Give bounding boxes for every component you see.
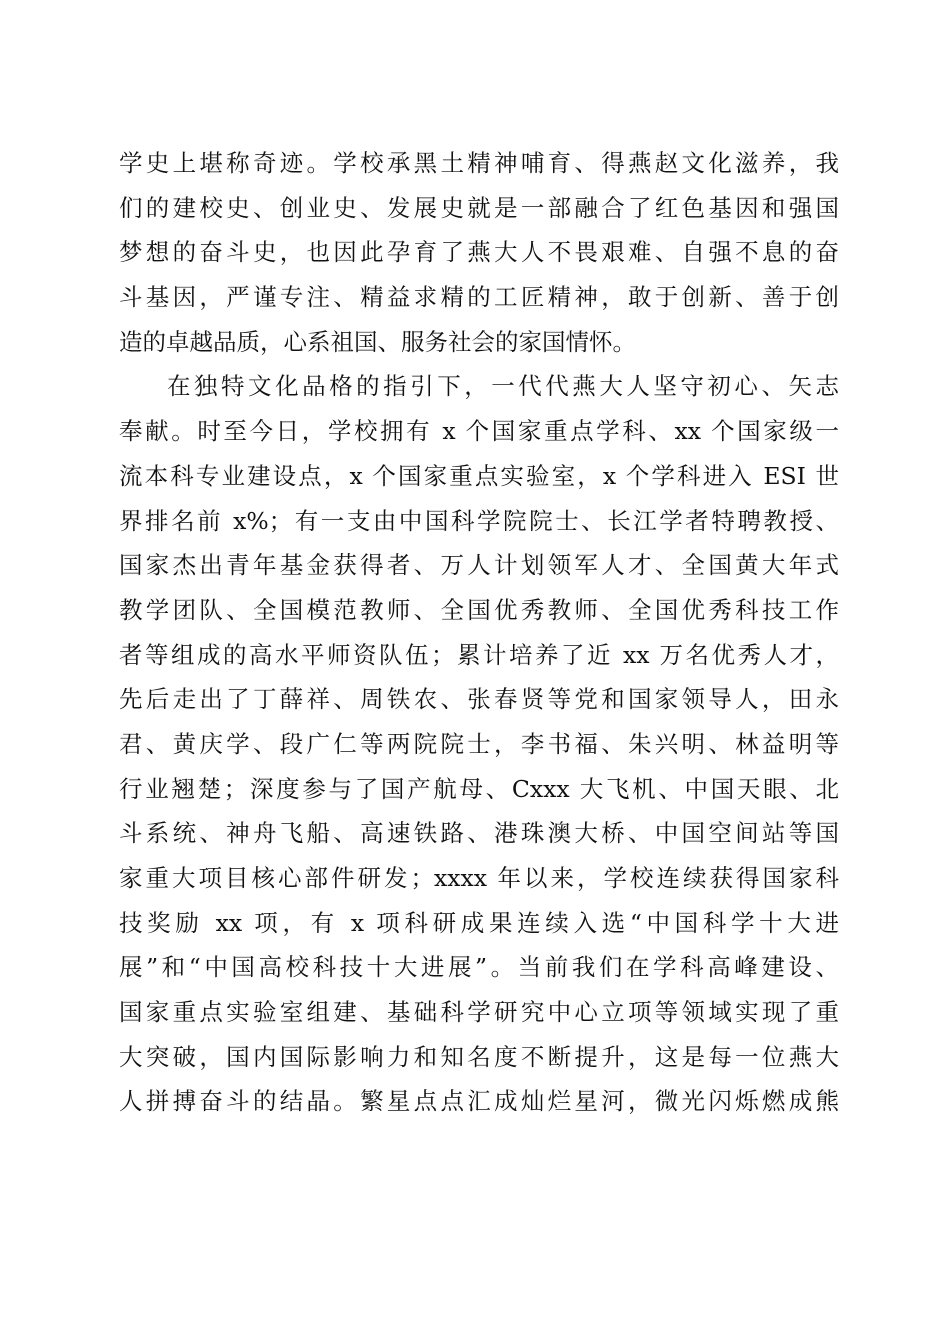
paragraph-1-line-3: 梦想的奋斗史，也因此孕育了燕大人不畏艰难、自强不息的奋 [119, 238, 839, 267]
document-body [119, 141, 839, 1124]
paragraph-2-line-8: 先后走出了丁薛祥、周铁农、张春贤等党和国家领导人，田永 [119, 685, 839, 714]
paragraph-2-line-14: 展”和“中国高校科技十大进展”。当前我们在学科高峰建设、 [119, 953, 839, 982]
paragraph-2-line-17: 人拼搏奋斗的结晶。繁星点点汇成灿烂星河，微光闪烁燃成熊 [119, 1087, 839, 1116]
paragraph-2-line-16: 大突破，国内国际影响力和知名度不断提升，这是每一位燕大 [119, 1042, 839, 1071]
paragraph-2-line-9: 君、黄庆学、段广仁等两院院士，李书福、朱兴明、林益明等 [119, 729, 839, 758]
paragraph-2-line-4: 界排名前 x%；有一支由中国科学院院士、长江学者特聘教授、 [119, 506, 839, 535]
paragraph-2-line-1: 在独特文化品格的指引下，一代代燕大人坚守初心、矢志 [167, 372, 839, 401]
paragraph-1-line-5: 造的卓越品质，心系祖国、服务社会的家国情怀。 [119, 327, 636, 356]
paragraph-1-line-2: 们的建校史、创业史、发展史就是一部融合了红色基因和强国 [119, 193, 839, 222]
paragraph-1-line-1: 学史上堪称奇迹。学校承黑土精神哺育、得燕赵文化滋养，我 [119, 149, 839, 177]
paragraph-2-line-13: 技奖励 xx 项，有 x 项科研成果连续入选“中国科学十大进 [119, 908, 839, 937]
paragraph-2-line-3: 流本科专业建设点，x 个国家重点实验室，x 个学科进入 ESI 世 [119, 461, 839, 490]
paragraph-2-line-7: 者等组成的高水平师资队伍；累计培养了近 xx 万名优秀人才， [119, 640, 839, 669]
paragraph-2-line-12: 家重大项目核心部件研发；xxxx 年以来，学校连续获得国家科 [119, 864, 839, 892]
paragraph-2-line-2: 奉献。时至今日，学校拥有 x 个国家重点学科、xx 个国家级一 [119, 417, 839, 446]
paragraph-1-line-4: 斗基因，严谨专注、精益求精的工匠精神，敢于创新、善于创 [119, 283, 839, 312]
paragraph-2-line-11: 斗系统、神舟飞船、高速铁路、港珠澳大桥、中国空间站等国 [119, 819, 839, 848]
paragraph-2-line-5: 国家杰出青年基金获得者、万人计划领军人才、全国黄大年式 [119, 551, 839, 580]
paragraph-2-line-10: 行业翘楚；深度参与了国产航母、Cxxx 大飞机、中国天眼、北 [119, 774, 839, 803]
paragraph-2-line-15: 国家重点实验室组建、基础科学研究中心立项等领域实现了重 [119, 998, 839, 1027]
paragraph-2-line-6: 教学团队、全国模范教师、全国优秀教师、全国优秀科技工作 [119, 595, 839, 624]
